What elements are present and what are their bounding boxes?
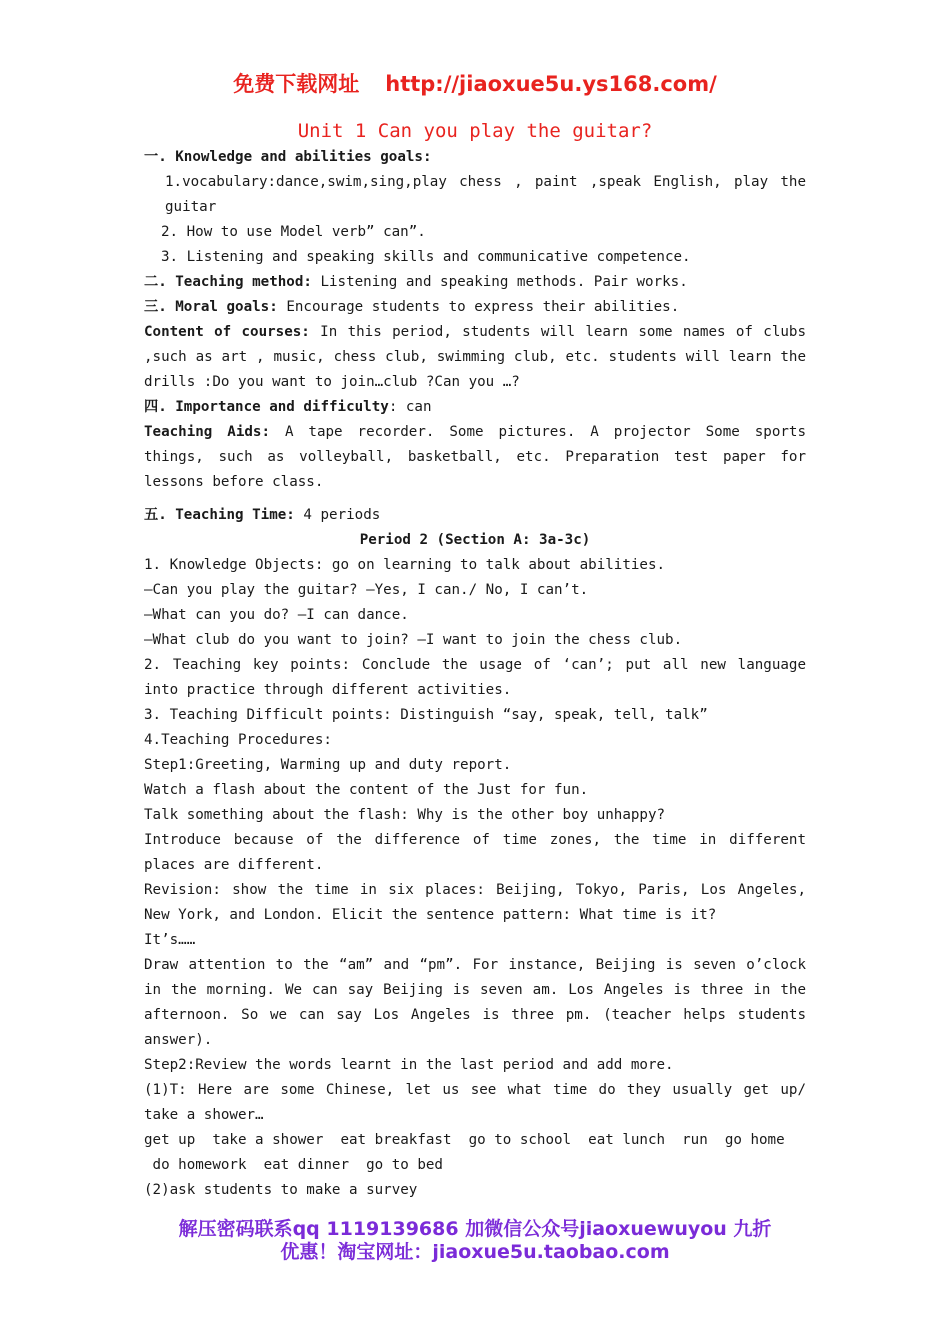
knowledge-objects: 1. Knowledge Objects: go on learning to talk about abilities. (144, 557, 666, 573)
body-line: Talk something about the flash: Why is the other boy unhappy? (144, 807, 666, 823)
goals-item-vocabulary: 1.vocabulary:dance,swim,sing,play chess , paint ,speak English, play the guitar (165, 174, 806, 215)
importance-difficulty: 四. Importance and difficulty: can (144, 399, 432, 415)
procedures-heading: 4.Teaching Procedures: (144, 732, 332, 748)
dialogue-line: —What club do you want to join? —I want to join the chess club. (144, 632, 683, 648)
am-pm-explanation: Draw attention to the “am” and “pm”. For instance, Beijing is seven o’clock in the morning. We can say Beijing is seven am. Los Angeles is three in the afternoon. So we can say Los Angeles is three pm. (teacher helps students answer). (144, 957, 806, 1048)
banner-url-link[interactable]: http://jiaoxue5u.ys168.com/ (385, 72, 717, 96)
teaching-method: 二. Teaching method: Listening and speaking methods. Pair works. (144, 274, 688, 290)
period-heading: Period 2 (Section A: 3a-3c) (359, 532, 591, 548)
dialogue-line: —Can you play the guitar? —Yes, I can./ No, I can’t. (144, 582, 589, 598)
key-points: 2. Teaching key points: Conclude the usage of ‘can’; put all new language into practice through different activities. (144, 657, 806, 698)
goals-item-model-verb: 2. How to use Model verb” can”. (161, 224, 426, 240)
word-list: get up take a shower eat breakfast go to school eat lunch run go home (144, 1132, 785, 1148)
download-banner (0, 68, 950, 98)
banner-label: 免费下载网址 (233, 72, 360, 96)
document-body (144, 145, 806, 1203)
teaching-aids: Teaching Aids: A tape recorder. Some pictures. A projector Some sports things, such as volleyball, basketball, etc. Preparation test paper for lessons before class. (144, 424, 806, 490)
step1: Step1:Greeting, Warming up and duty report. (144, 757, 512, 773)
dialogue-line: —What can you do? —I can dance. (144, 607, 409, 623)
body-line: (2)ask students to make a survey (144, 1182, 418, 1198)
body-line: It’s…… (144, 932, 196, 948)
revision-line: Revision: show the time in six places: Beijing, Tokyo, Paris, Los Angeles, New York, and London. Elicit the sentence pattern: What time is it? (144, 882, 806, 923)
word-list: do homework eat dinner go to bed (144, 1157, 443, 1173)
body-line: Watch a flash about the content of the Just for fun. (144, 782, 589, 798)
promo-footer (0, 1218, 950, 1264)
teaching-time: 五. Teaching Time: 4 periods (144, 507, 381, 523)
footer-line-contact: 解压密码联系qq 1119139686 加微信公众号jiaoxuewuyou 九折 (178, 1218, 772, 1240)
body-line: Introduce because of the difference of time zones, the time in different places are different. (144, 832, 806, 873)
goals-item-skills: 3. Listening and speaking skills and communicative competence. (161, 249, 691, 265)
goals-heading: 一. Knowledge and abilities goals: (144, 149, 432, 165)
body-line: (1)T: Here are some Chinese, let us see what time do they usually get up/ take a shower… (144, 1082, 806, 1123)
moral-goals: 三. Moral goals: Encourage students to express their abilities. (144, 299, 680, 315)
step2: Step2:Review the words learnt in the last period and add more. (144, 1057, 674, 1073)
difficult-points: 3. Teaching Difficult points: Distinguish “say, speak, tell, talk” (144, 707, 708, 723)
content-of-courses: Content of courses: In this period, students will learn some names of clubs ,such as art , music, chess club, swimming club, etc. students will learn the drills :Do you want to join…club ?Can you …? (144, 324, 806, 390)
document-title: Unit 1 Can you play the guitar? (297, 120, 653, 142)
footer-line-shop: 优惠！淘宝网址：jiaoxue5u.taobao.com (280, 1241, 670, 1263)
